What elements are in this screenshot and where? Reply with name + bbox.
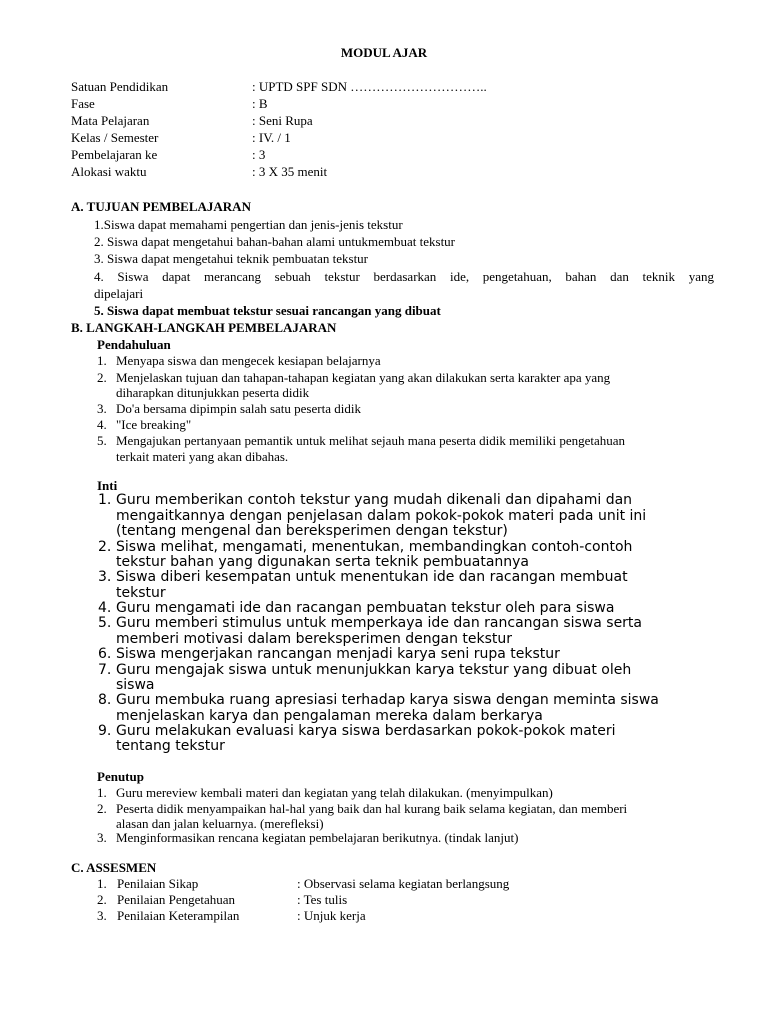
list-item: Guru mengamati ide dan racangan pembuatan tekstur oleh para siswa xyxy=(116,600,615,616)
identity-value: : B xyxy=(252,96,268,111)
identity-label: Fase xyxy=(71,96,95,111)
section-heading: A. TUJUAN PEMBELAJARAN xyxy=(71,199,251,214)
list-number: 3. xyxy=(97,830,107,845)
list-item-continuation: menjelaskan karya dan pengalaman mereka dalam berkarya xyxy=(116,708,543,724)
subsection-heading: Inti xyxy=(97,478,118,493)
list-item: 5. Siswa dapat membuat tekstur sesuai rancangan yang dibuat xyxy=(94,303,441,318)
list-item-continuation: mengaitkannya dengan penjelasan dalam pokok-pokok materi pada unit ini xyxy=(116,508,647,524)
list-item: Mengajukan pertanyaan pemantik untuk melihat sejauh mana peserta didik memiliki pengetahuan xyxy=(116,433,626,448)
identity-value: : Seni Rupa xyxy=(252,113,313,128)
identity-label: Kelas / Semester xyxy=(71,130,159,145)
list-item: Guru membuka ruang apresiasi terhadap karya siswa dengan meminta siswa xyxy=(116,692,659,708)
list-number: 1. xyxy=(97,785,107,800)
list-number: 6. xyxy=(98,646,112,662)
list-item-continuation: alasan dan jalan keluarnya. (merefleksi) xyxy=(116,816,324,831)
assessment-label: Penilaian Pengetahuan xyxy=(117,892,236,907)
list-number: 7. xyxy=(98,662,112,678)
list-item: Guru mengajak siswa untuk menunjukkan karya tekstur yang dibuat oleh xyxy=(116,662,632,678)
list-number: 2. xyxy=(97,801,107,816)
list-number: 2. xyxy=(98,539,112,555)
section-heading: B. LANGKAH-LANGKAH PEMBELAJARAN xyxy=(71,320,337,335)
list-item: Guru mereview kembali materi dan kegiatan yang telah dilakukan. (menyimpulkan) xyxy=(116,785,553,800)
list-item-continuation: tekstur xyxy=(116,585,166,601)
list-item: Siswa melihat, mengamati, menentukan, membandingkan contoh-contoh xyxy=(116,539,633,555)
list-item: Siswa diberi kesempatan untuk menentukan ide dan racangan membuat xyxy=(116,569,628,585)
list-item: 3. Siswa dapat mengetahui teknik pembuatan tekstur xyxy=(94,251,369,266)
list-number: 4. xyxy=(97,417,107,432)
list-item-continuation: tentang tekstur xyxy=(116,738,225,754)
list-number: 5. xyxy=(98,615,112,631)
list-item: 4. Siswa dapat merancang sebuah tekstur berdasarkan ide, pengetahuan, bahan dan teknik yang xyxy=(94,269,714,284)
list-number: 2. xyxy=(97,370,107,385)
list-number: 4. xyxy=(98,600,112,616)
assessment-value: : Tes tulis xyxy=(297,892,348,907)
subsection-heading: Penutup xyxy=(97,769,144,784)
list-number: 9. xyxy=(98,723,112,739)
identity-label: Alokasi waktu xyxy=(71,164,147,179)
identity-value: : UPTD SPF SDN ………………………….. xyxy=(252,79,487,94)
list-item-continuation: diharapkan ditunjukkan peserta didik xyxy=(116,385,310,400)
list-item: Do'a bersama dipimpin salah satu peserta didik xyxy=(116,401,361,416)
list-item: Menyapa siswa dan mengecek kesiapan belajarnya xyxy=(116,353,381,368)
identity-value: : 3 xyxy=(252,147,266,162)
assessment-value: : Observasi selama kegiatan berlangsung xyxy=(297,876,510,891)
list-item: Menginformasikan rencana kegiatan pembelajaran berikutnya. (tindak lanjut) xyxy=(116,830,519,845)
list-item: Siswa mengerjakan rancangan menjadi karya seni rupa tekstur xyxy=(116,646,560,662)
list-item: Guru memberi stimulus untuk memperkaya ide dan rancangan siswa serta xyxy=(116,615,643,631)
list-number: 3. xyxy=(97,401,107,416)
list-item-continuation: (tentang mengenal dan bereksperimen dengan tekstur) xyxy=(116,523,508,539)
list-number: 3. xyxy=(97,908,107,923)
list-item: "Ice breaking" xyxy=(116,417,192,432)
list-number: 2. xyxy=(97,892,107,907)
list-item-continuation: terkait materi yang akan dibahas. xyxy=(116,449,289,464)
list-item: Menjelaskan tujuan dan tahapan-tahapan kegiatan yang akan dilakukan serta karakter apa yang xyxy=(116,370,611,385)
assessment-label: Penilaian Keterampilan xyxy=(117,908,240,923)
list-number: 1. xyxy=(98,492,112,508)
identity-label: Satuan Pendidikan xyxy=(71,79,169,94)
list-item: Guru melakukan evaluasi karya siswa berdasarkan pokok-pokok materi xyxy=(116,723,616,739)
identity-value: : 3 X 35 menit xyxy=(252,164,328,179)
list-item: Guru memberikan contoh tekstur yang mudah dikenali dan dipahami dan xyxy=(116,492,633,508)
list-number: 3. xyxy=(98,569,112,585)
page-title: MODUL AJAR xyxy=(340,45,428,60)
list-item-continuation: dipelajari xyxy=(94,286,144,301)
identity-label: Pembelajaran ke xyxy=(71,147,158,162)
list-item: Peserta didik menyampaikan hal-hal yang baik dan hal kurang baik selama kegiatan, dan memberi xyxy=(116,801,628,816)
subsection-heading: Pendahuluan xyxy=(97,337,171,352)
identity-value: : IV. / 1 xyxy=(252,130,291,145)
list-number: 8. xyxy=(98,692,112,708)
list-item-continuation: siswa xyxy=(116,677,155,693)
list-number: 1. xyxy=(97,876,107,891)
list-item-continuation: memberi motivasi dalam bereksperimen dengan tekstur xyxy=(116,631,513,647)
list-item: 1.Siswa dapat memahami pengertian dan jenis-jenis tekstur xyxy=(94,217,403,232)
section-heading: C. ASSESMEN xyxy=(71,860,157,875)
list-number: 5. xyxy=(97,433,107,448)
identity-label: Mata Pelajaran xyxy=(71,113,150,128)
assessment-label: Penilaian Sikap xyxy=(117,876,199,891)
list-item: 2. Siswa dapat mengetahui bahan-bahan alami untukmembuat tekstur xyxy=(94,234,456,249)
list-item-continuation: tekstur bahan yang digunakan serta teknik pembuatannya xyxy=(116,554,530,570)
assessment-value: : Unjuk kerja xyxy=(297,908,366,923)
list-number: 1. xyxy=(97,353,107,368)
